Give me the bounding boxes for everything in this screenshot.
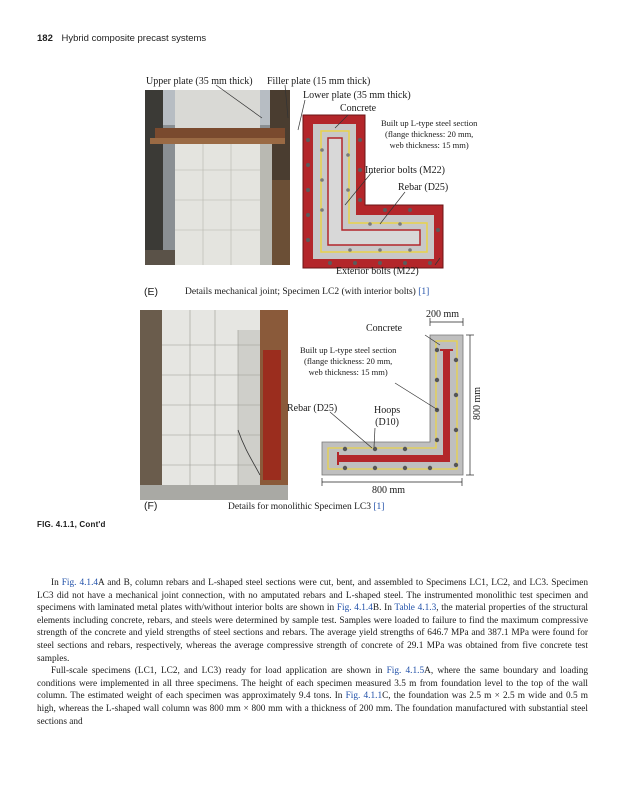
photo-monolithic-specimen [140, 310, 288, 500]
p2-link-fig-4-1-5[interactable]: Fig. 4.1.5 [386, 666, 425, 677]
paragraph-2 [37, 665, 588, 728]
caption-f-ref[interactable]: [1] [373, 502, 385, 512]
p1-link-fig-4-1-4b[interactable]: Fig. 4.1.4 [336, 603, 373, 614]
panel-tag-f: (F) [144, 500, 158, 512]
label-steel-line1-e: Built up L-type steel section [381, 118, 478, 128]
label-steel-section-f [300, 345, 396, 378]
p1-link-fig-4-1-4a[interactable]: Fig. 4.1.4 [61, 578, 99, 588]
p2-text-2: A, where the same boundary and loading conditions were implemented in all three specimens. The height of each specimen measured 3.5 m from foundation level to the top of the wall column. The estimated weight of each specimen was approximately 9.4 tons. In [37, 666, 588, 702]
label-steel-line3-e: web thickness: 15 mm) [389, 140, 469, 150]
label-steel-line2-f: (flange thickness: 20 mm, [304, 356, 393, 366]
caption-f [228, 502, 384, 512]
label-dim-right: 800 mm [472, 386, 484, 421]
p1-text-4: , the material properties of the structural elements including concrete, rebars, and steels were determined by sample test. Samples were loaded to failure to find the maximum compressive strength of the concrete and yield strengths of steel sections and rebars. The average yield strengths of 646.7 MPa and 387.1 MPa were found for steel sections and rebars, respectively, whereas the average compressive strength of concrete of 29.1 MPa was obtained from five concrete test samples. [37, 603, 589, 664]
p1-link-table-4-1-3[interactable]: Table 4.1.3 [394, 603, 437, 614]
p2-text-3: C, the foundation was 2.5 m × 2.5 m wide and 0.5 m high, whereas the L-shaped wall column was 800 mm × 800 mm with a thickness of 200 mm. The foundation manufactured with substantial steel sections and [37, 691, 588, 727]
caption-e-ref[interactable]: [1] [418, 287, 430, 297]
panel-tag-e: (E) [144, 286, 158, 298]
photo-monolithic-image [140, 310, 288, 500]
label-upper-plate: Upper plate (35 mm thick) [146, 76, 253, 87]
page-number: 182 [37, 33, 53, 44]
p2-link-fig-4-1-1[interactable]: Fig. 4.1.1 [345, 691, 383, 702]
label-hoops-line1: Hoops [374, 405, 401, 416]
label-hoops [374, 405, 400, 429]
caption-e-text: Details mechanical joint; Specimen LC2 (with interior bolts) [185, 287, 416, 297]
label-interior-bolts: Interior bolts (M22) [365, 165, 445, 176]
label-lower-plate: Lower plate (35 mm thick) [303, 90, 411, 101]
label-dim-top: 200 mm [426, 309, 460, 320]
p1-text-2: A and B, column rebars and L-shaped steel sections were cut, bent, and assembled to Specimens LC1, LC2, and LC3. Specimen LC3 did not have a mechanical joint connection, with no amputated rebars and L-shaped steel. The instrumented monolithic test specimen and specimens with laminated metal plates with/without interior bolts are shown in [37, 578, 588, 614]
p1-text-1: In [51, 578, 62, 588]
p2-text-1: Full-scale specimens (LC1, LC2, and LC3) ready for load application are shown in [51, 666, 387, 677]
body-text [37, 577, 588, 728]
label-steel-line3-f: web thickness: 15 mm) [308, 367, 388, 377]
label-concrete-f: Concrete [366, 323, 403, 334]
label-steel-line1-f: Built up L-type steel section [300, 345, 397, 355]
label-hoops-line2: (D10) [375, 417, 399, 428]
caption-f-text: Details for monolithic Specimen LC3 [228, 502, 372, 512]
label-filler-plate: Filler plate (15 mm thick) [267, 76, 371, 87]
p1-text-3: B. In [372, 603, 395, 614]
label-concrete-e: Concrete [340, 103, 377, 114]
label-dim-bottom: 800 mm [372, 485, 406, 496]
paragraph-1 [37, 577, 588, 665]
figure-label: FIG. 4.1.1, Cont'd [37, 520, 106, 529]
running-title: Hybrid composite precast systems [61, 33, 207, 44]
label-steel-line2-e: (flange thickness: 20 mm, [385, 129, 474, 139]
label-rebar-e: Rebar (D25) [398, 182, 449, 193]
label-exterior-bolts: Exterior bolts (M22) [336, 266, 419, 277]
label-rebar-f: Rebar (D25) [287, 403, 338, 414]
